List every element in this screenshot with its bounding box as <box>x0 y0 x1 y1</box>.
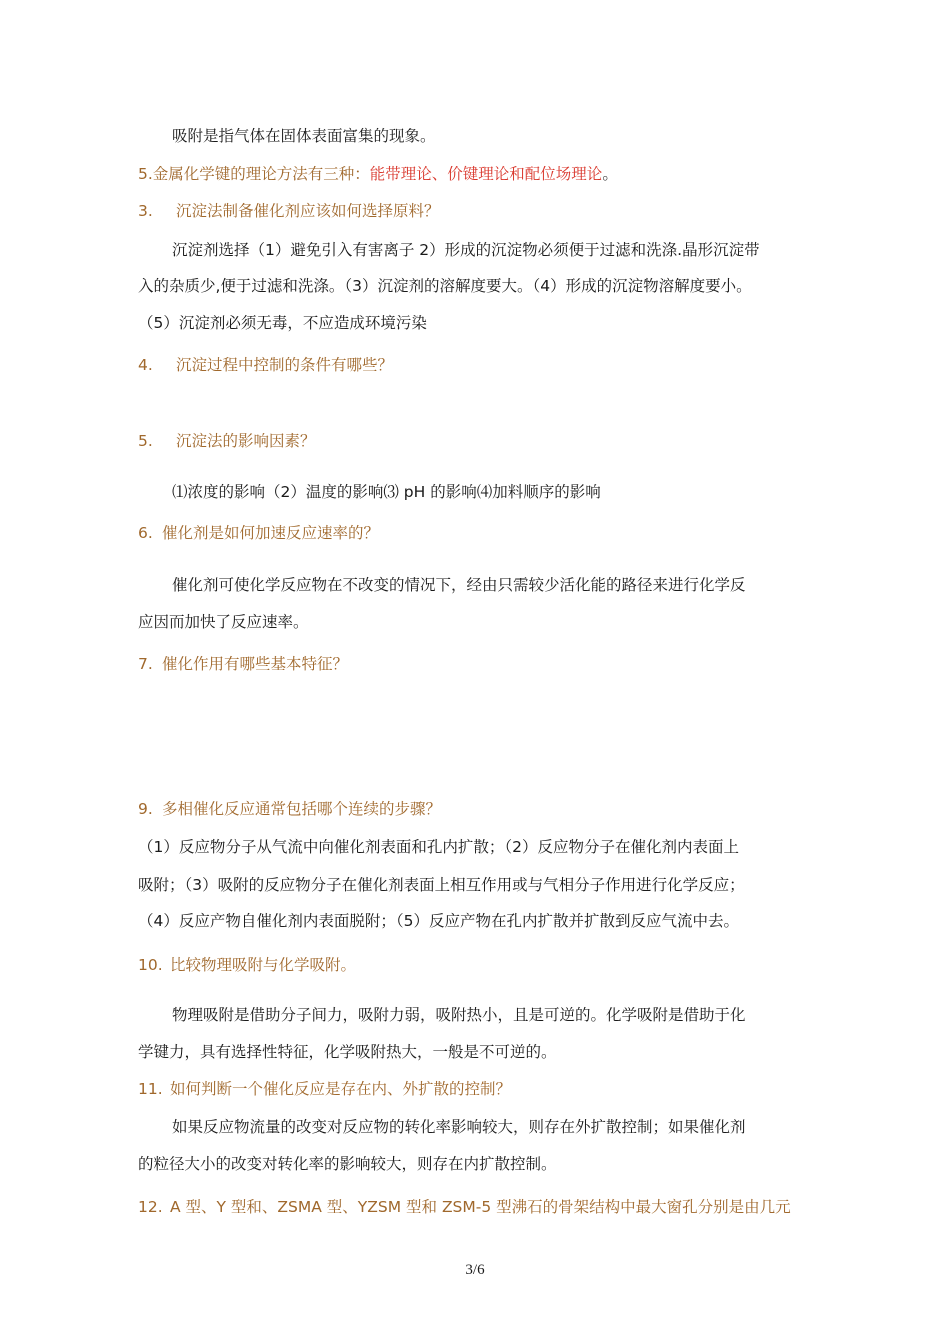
answer-6-line-2: 应因而加快了反应速率。 <box>138 613 309 631</box>
question-9-number: 9. <box>138 800 153 818</box>
question-12 <box>138 1197 791 1217</box>
answer-5: ⑴浓度的影响（2）温度的影响⑶ pH 的影响⑷加料顺序的影响 <box>172 483 601 501</box>
answer-9-line-1: （1）反应物分子从气流中向催化剂表面和孔内扩散；（2）反应物分子在催化剂内表面上 <box>138 838 739 856</box>
question-5-number: 5. <box>138 432 153 450</box>
question-6 <box>138 523 379 543</box>
question-5 <box>138 431 316 451</box>
answer-3-line-3: （5）沉淀剂必须无毒，不应造成环境污染 <box>138 314 427 332</box>
answer-3-line-1: 沉淀剂选择（1）避免引入有害离子 2）形成的沉淀物必须便于过滤和洗涤.晶形沉淀带 <box>172 241 760 259</box>
question-7 <box>138 654 348 674</box>
answer-11-line-2: 的粒径大小的改变对转化率的影响较大，则存在内扩散控制。 <box>138 1155 557 1173</box>
answer-10-line-2: 学键力，具有选择性特征，化学吸附热大，一般是不可逆的。 <box>138 1043 557 1061</box>
question-11 <box>138 1079 511 1099</box>
question-5-text: 沉淀法的影响因素？ <box>176 432 316 450</box>
question-9 <box>138 799 441 819</box>
question-3-text: 沉淀法制备催化剂应该如何选择原料？ <box>176 202 440 220</box>
question-6-number: 6. <box>138 524 153 542</box>
question-12-text: A 型、Y 型和、ZSMA 型、YZSM 型和 ZSM-5 型沸石的骨架结构中最大窗孔分别是由几元 <box>170 1198 791 1216</box>
question-11-number: 11. <box>138 1080 163 1098</box>
question-9-text: 多相催化反应通常包括哪个连续的步骤？ <box>162 800 442 818</box>
item-5-metal-bond <box>138 164 618 184</box>
item-5-answer: 能带理论、价键理论和配位场理论 <box>369 165 603 183</box>
answer-9-line-2: 吸附；（3）吸附的反应物分子在催化剂表面上相互作用或与气相分子作用进行化学反应； <box>138 876 745 894</box>
paragraph-adsorption-definition: 吸附是指气体在固体表面富集的现象。 <box>172 127 436 145</box>
question-3 <box>138 201 440 221</box>
question-12-number: 12. <box>138 1198 163 1216</box>
question-4-text: 沉淀过程中控制的条件有哪些？ <box>176 356 394 374</box>
answer-6-line-1: 催化剂可使化学反应物在不改变的情况下，经由只需较少活化能的路径来进行化学反 <box>172 576 746 594</box>
item-5-prefix: 5.金属化学键的理论方法有三种： <box>138 165 370 183</box>
question-7-text: 催化作用有哪些基本特征？ <box>162 655 349 673</box>
answer-9-line-3: （4）反应产物自催化剂内表面脱附；（5）反应产物在孔内扩散并扩散到反应气流中去。 <box>138 912 739 930</box>
question-3-number: 3. <box>138 202 153 220</box>
question-10-text: 比较物理吸附与化学吸附。 <box>170 956 357 974</box>
answer-11-line-1: 如果反应物流量的改变对反应物的转化率影响较大，则存在外扩散控制；如果催化剂 <box>172 1118 746 1136</box>
question-6-text: 催化剂是如何加速反应速率的？ <box>162 524 380 542</box>
question-10-number: 10. <box>138 956 163 974</box>
page-number: 3/6 <box>465 1262 485 1278</box>
question-11-text: 如何判断一个催化反应是存在内、外扩散的控制？ <box>170 1080 512 1098</box>
question-4 <box>138 355 393 375</box>
question-10 <box>138 955 356 975</box>
answer-3-line-2: 入的杂质少,便于过滤和洗涤。（3）沉淀剂的溶解度要大。（4）形成的沉淀物溶解度要小。 <box>138 277 752 295</box>
question-4-number: 4. <box>138 356 153 374</box>
item-5-suffix: 。 <box>602 165 618 183</box>
answer-10-line-1: 物理吸附是借助分子间力，吸附力弱，吸附热小，且是可逆的。化学吸附是借助于化 <box>172 1006 746 1024</box>
question-7-number: 7. <box>138 655 153 673</box>
